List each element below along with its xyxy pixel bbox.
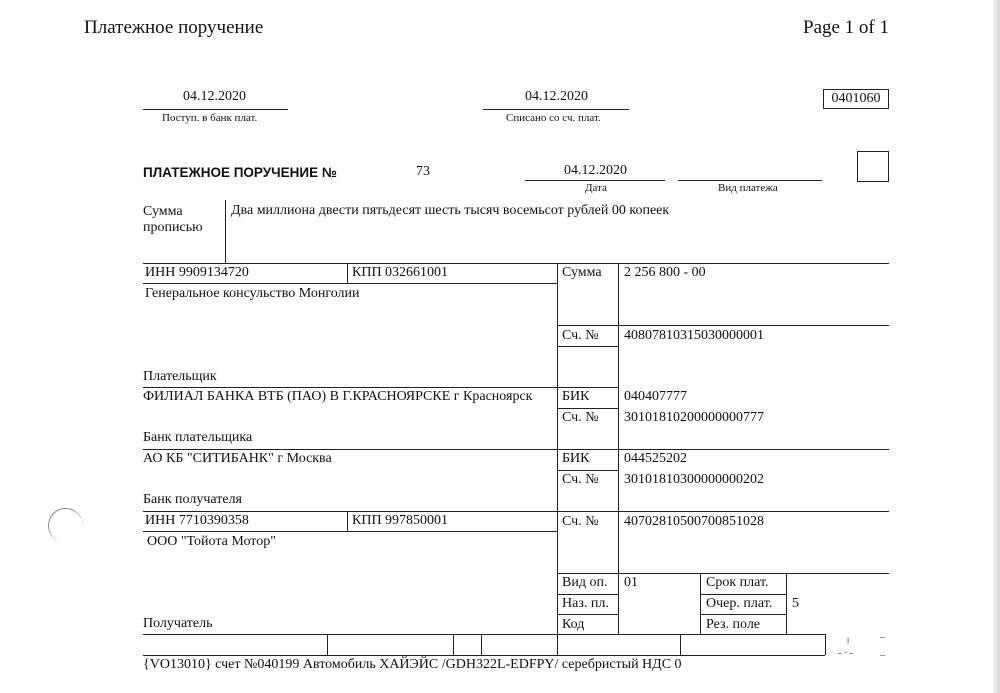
- payer-inn: ИНН 9909134720: [145, 265, 249, 280]
- amount-words-text: Два миллиона двести пятьдесят шесть тысяч восемьсот рублей 00 копеек: [231, 203, 670, 218]
- grid-line: [143, 634, 825, 635]
- payer-bank-account: 30101810200000000777: [624, 410, 764, 425]
- payee-label: Получатель: [143, 616, 213, 631]
- payee-bank-bik: 044525202: [624, 451, 687, 466]
- form-code-box: 0401060: [823, 89, 889, 109]
- grid-line: [700, 573, 701, 634]
- payer-bank-account-label: Сч. №: [562, 410, 599, 425]
- purpose-code-label: Наз. пл.: [562, 596, 609, 611]
- code-label: Код: [562, 617, 585, 632]
- payer-account: 40807810315030000001: [624, 328, 764, 343]
- grid-line: [453, 634, 454, 655]
- debited-date: 04.12.2020: [525, 89, 588, 104]
- grid-line: [786, 573, 787, 634]
- order-date: 04.12.2020: [564, 163, 627, 178]
- received-date-label: Поступ. в банк плат.: [162, 112, 258, 124]
- payee-bank-account: 30101810300000000202: [624, 472, 764, 487]
- grid-line: [557, 573, 889, 574]
- grid-line: [700, 594, 786, 595]
- grid-line: [481, 634, 482, 655]
- order-number: 73: [416, 164, 430, 179]
- payee-bank-label: Банк получателя: [143, 492, 242, 507]
- amount-words-label-1: Сумма: [143, 204, 183, 219]
- payer-account-label: Сч. №: [562, 328, 599, 343]
- debited-date-label: Списано со сч. плат.: [506, 112, 601, 124]
- payee-account: 40702810500700851028: [624, 514, 764, 529]
- scan-punch-mark: [45, 505, 86, 546]
- grid-line: [143, 449, 889, 450]
- status-box: [857, 151, 889, 182]
- grid-line: [557, 325, 889, 326]
- order-date-label: Дата: [585, 182, 607, 194]
- payee-bank-name: АО КБ "СИТИБАНК" г Москва: [143, 451, 332, 466]
- payment-purpose-text: {VO13010} счет №040199 Автомобиль ХАЙЭЙС /GDH322L-EDFPY/ серебристый НДС 0: [143, 657, 682, 672]
- grid-line: [557, 614, 618, 615]
- payee-kpp: КПП 997850001: [352, 513, 449, 528]
- grid-line: [557, 346, 618, 347]
- payer-label: Плательщик: [143, 369, 217, 384]
- grid-line: [557, 594, 618, 595]
- grid-line: [143, 655, 825, 656]
- received-date-line: [143, 109, 288, 110]
- grid-line: [347, 511, 348, 531]
- priority-value: 5: [792, 596, 799, 611]
- payer-bank-name: ФИЛИАЛ БАНКА ВТБ (ПАО) В Г.КРАСНОЯРСКЕ г Красноярск: [143, 389, 533, 404]
- scan-speck: –: [880, 632, 885, 643]
- grid-line: [143, 263, 889, 264]
- grid-line: [143, 511, 889, 512]
- payer-bank-bik-label: БИК: [562, 389, 590, 404]
- amount-label: Сумма: [562, 265, 602, 280]
- grid-line: [347, 263, 348, 283]
- term-label: Срок плат.: [706, 575, 769, 590]
- op-type-value: 01: [624, 575, 638, 590]
- page-indicator: Page 1 of 1: [803, 17, 890, 38]
- grid-line: [680, 634, 681, 655]
- grid-line: [143, 283, 557, 284]
- grid-line: [143, 531, 557, 532]
- payee-bank-bik-label: БИК: [562, 451, 590, 466]
- document-title: Платежное поручение: [84, 17, 264, 38]
- grid-line: [327, 634, 328, 655]
- payment-type-line: [678, 180, 822, 181]
- page-edge-shadow: [993, 0, 1000, 693]
- payer-name: Генеральное консульство Монголии: [145, 286, 360, 301]
- payee-account-label: Сч. №: [562, 514, 599, 529]
- reserve-label: Рез. поле: [706, 617, 761, 632]
- payee-bank-account-label: Сч. №: [562, 472, 599, 487]
- payer-bank-bik: 040407777: [624, 389, 687, 404]
- scan-speck: ╷: [845, 633, 852, 644]
- amount-value: 2 256 800 - 00: [624, 265, 706, 280]
- priority-label: Очер. плат.: [706, 596, 773, 611]
- payee-name: ООО "Тойота Мотор": [147, 534, 276, 549]
- grid-line: [143, 387, 618, 388]
- grid-line: [557, 634, 558, 655]
- payer-kpp: КПП 032661001: [352, 265, 449, 280]
- grid-line: [557, 408, 618, 409]
- payment-type-label: Вид платежа: [718, 182, 778, 194]
- received-date: 04.12.2020: [183, 89, 246, 104]
- debited-date-line: [483, 109, 629, 110]
- order-date-line: [525, 180, 665, 181]
- payee-inn: ИНН 7710390358: [145, 513, 249, 528]
- grid-line: [557, 470, 618, 471]
- op-type-label: Вид оп.: [562, 575, 608, 590]
- payer-bank-label: Банк плательщика: [143, 430, 253, 445]
- grid-line: [700, 614, 786, 615]
- grid-line: [825, 634, 826, 655]
- amount-words-label-2: прописью: [143, 220, 203, 235]
- amount-words-divider: [225, 200, 226, 263]
- scan-speck: –: [880, 650, 885, 661]
- order-heading: ПЛАТЕЖНОЕ ПОРУЧЕНИЕ №: [143, 165, 337, 180]
- scan-speck: - · -: [838, 648, 853, 659]
